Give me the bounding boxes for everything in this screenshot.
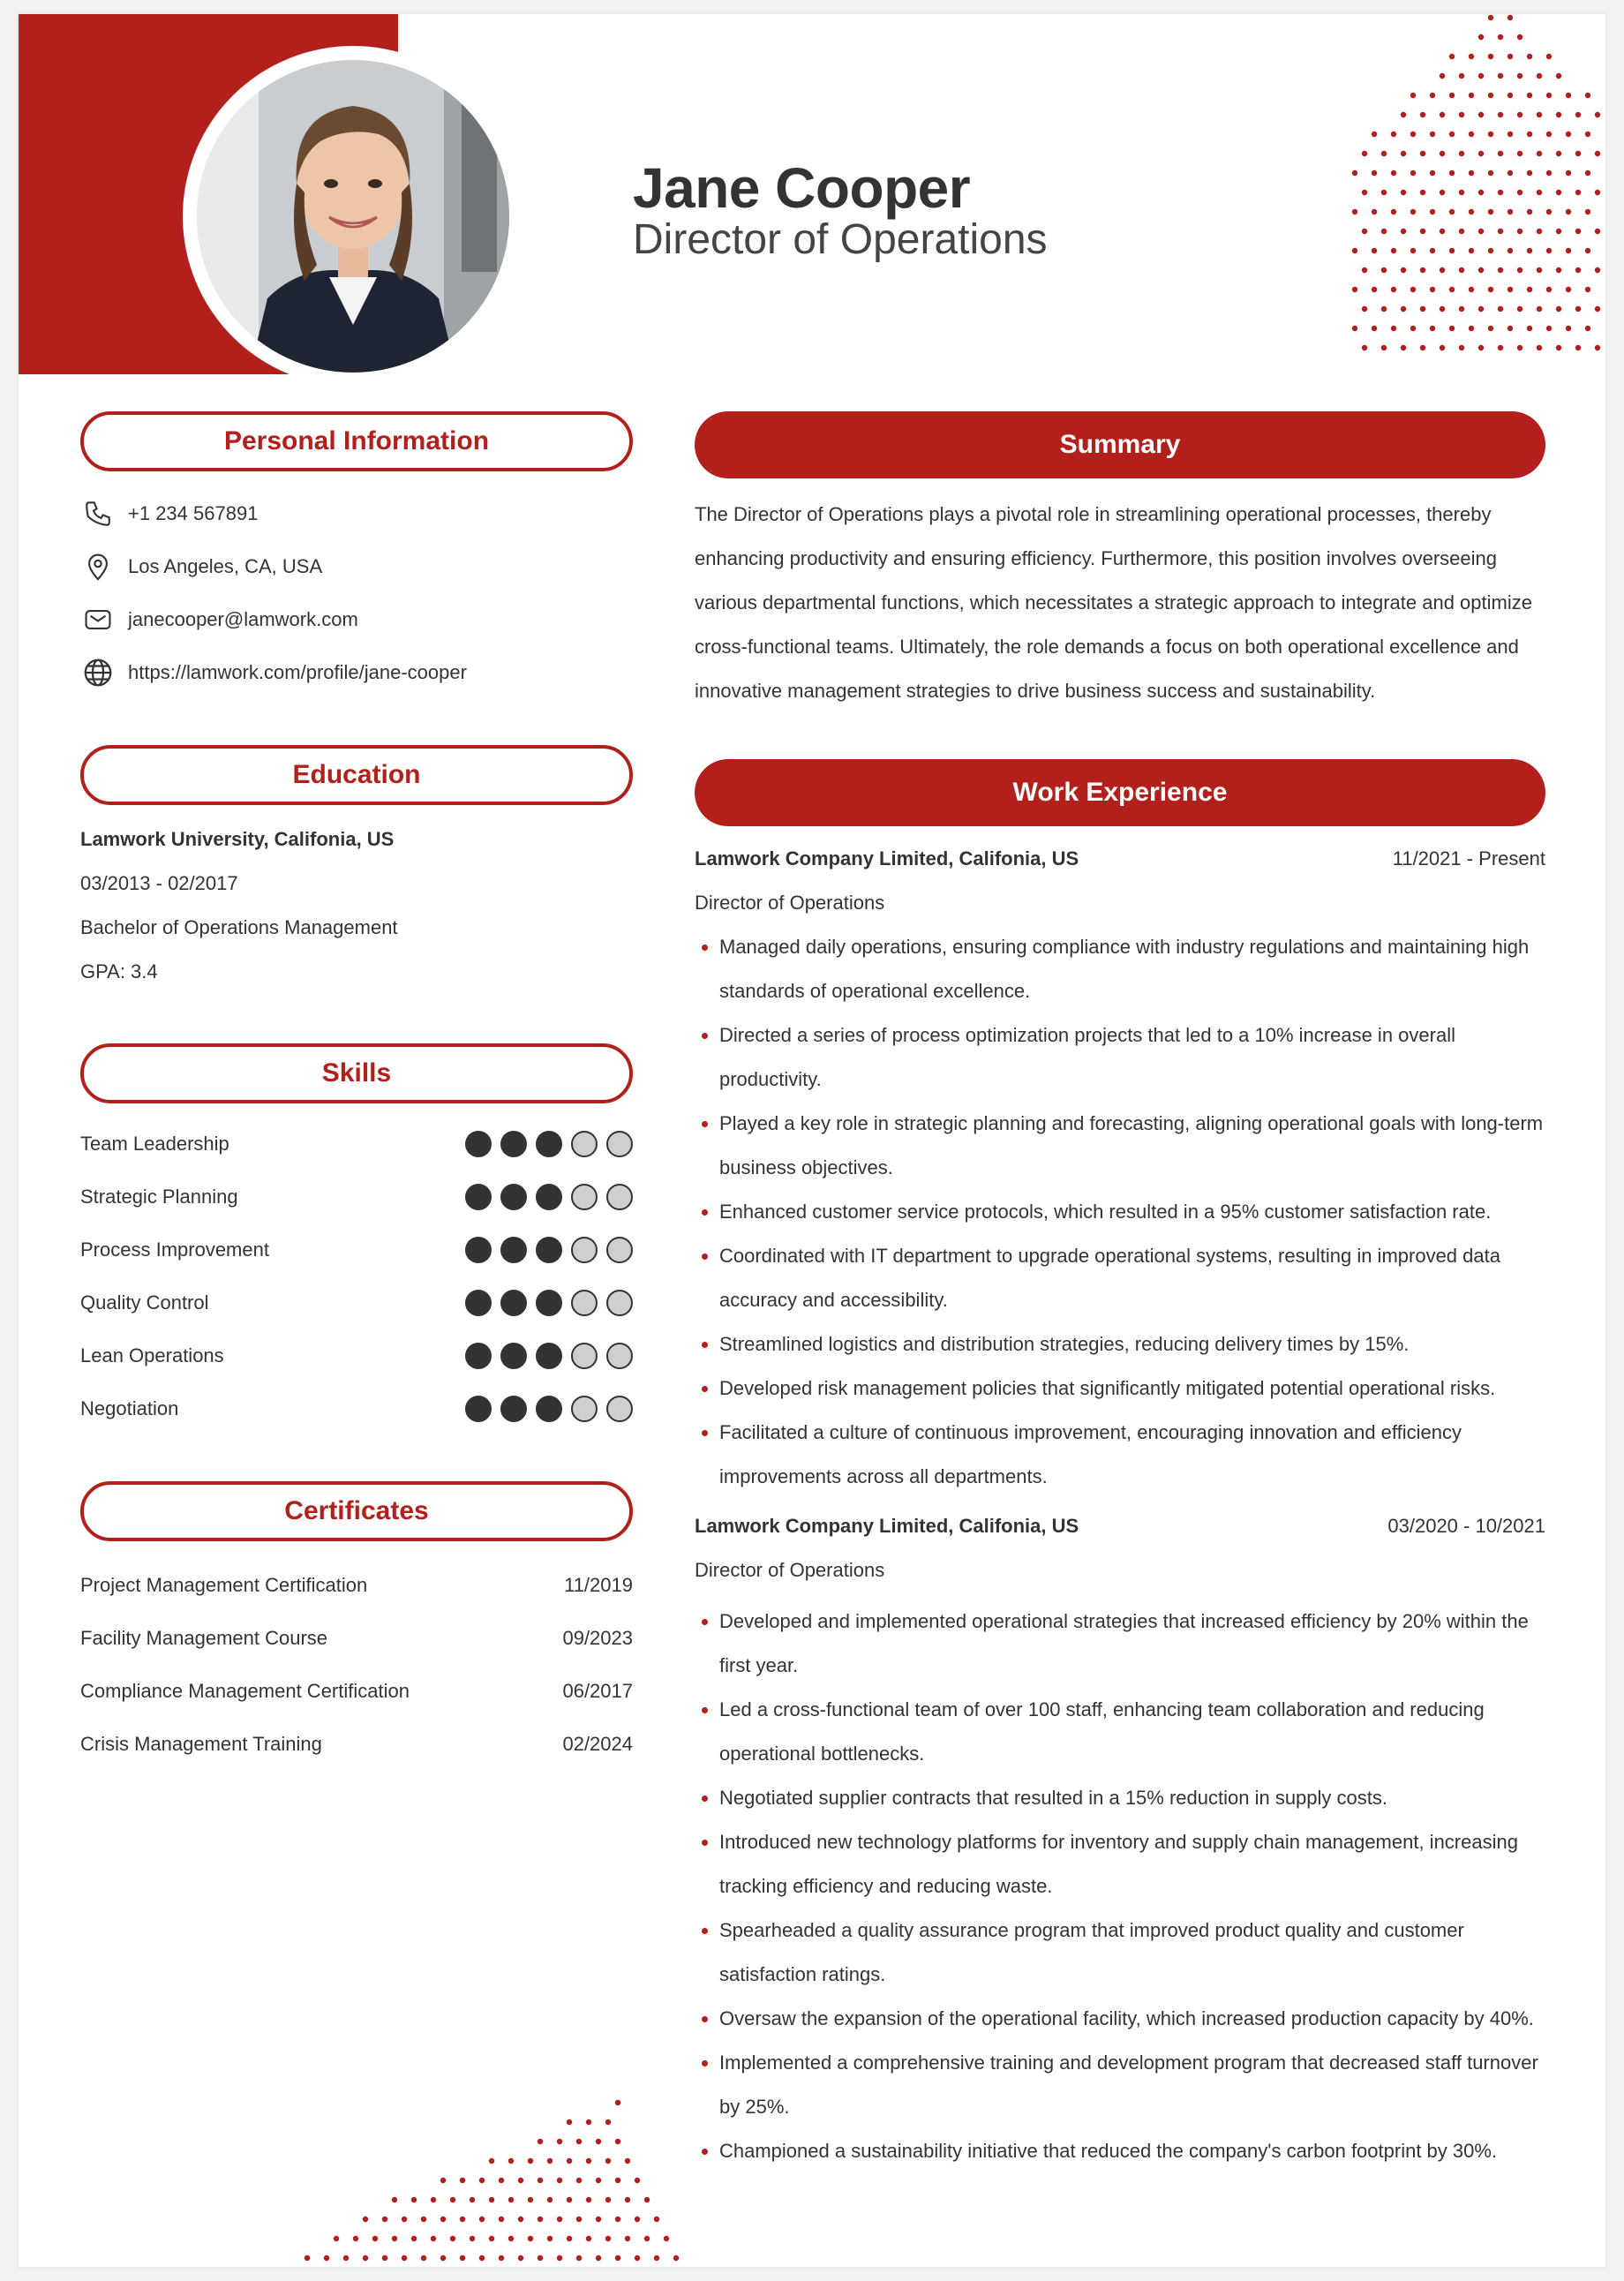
education-entry (80, 817, 633, 994)
certificate-name: Crisis Management Training (80, 1733, 322, 1755)
rating-dot-empty (606, 1343, 633, 1369)
job-bullets (695, 925, 1545, 1499)
location-pin-icon (80, 549, 116, 584)
globe-icon (80, 655, 116, 690)
job-company: Lamwork Company Limited, Califonia, US (695, 847, 1079, 869)
profile-photo (197, 60, 509, 373)
email-icon (80, 602, 116, 637)
education-heading: Education (80, 745, 633, 805)
education-dates: 03/2013 - 02/2017 (80, 872, 238, 894)
rating-dot-empty (571, 1343, 598, 1369)
rating-dot-filled (500, 1131, 527, 1157)
rating-dot-filled (465, 1184, 492, 1210)
rating-dot-empty (571, 1290, 598, 1316)
rating-dot-filled (465, 1343, 492, 1369)
skill-name: Lean Operations (80, 1344, 224, 1366)
rating-dot-filled (536, 1343, 562, 1369)
job-bullet: • Championed a sustainability initiative that reduced the company's carbon footprint by 30%. (719, 2129, 1545, 2173)
phone-icon (80, 496, 116, 531)
left-column (80, 411, 633, 1771)
certificate-name: Project Management Certification (80, 1574, 368, 1596)
job-bullets (695, 1600, 1545, 2173)
job-bullet: • Developed and implemented operational strategies that increased efficiency by 20% within the first year. (719, 1600, 1545, 1688)
rating-dot-filled (536, 1237, 562, 1263)
skill-name: Process Improvement (80, 1238, 269, 1261)
certificate-row (80, 1612, 633, 1665)
resume-page (19, 14, 1605, 2267)
job-entry (695, 1504, 1545, 2173)
job-dates: 03/2020 - 10/2021 (1387, 1515, 1545, 1537)
skill-rating (465, 1131, 633, 1157)
job-bullet: • Directed a series of process optimization projects that led to a 10% increase in overall productivity. (719, 1013, 1545, 1102)
rating-dot-empty (571, 1184, 598, 1210)
rating-dot-empty (606, 1184, 633, 1210)
rating-dot-filled (536, 1290, 562, 1316)
job-bullet: • Managed daily operations, ensuring compliance with industry regulations and maintaining high standards of operational excellence. (719, 925, 1545, 1013)
job-dates: 11/2021 - Present (1392, 847, 1545, 869)
job-role: Director of Operations (695, 892, 885, 914)
phone-text: +1 234 567891 (128, 502, 259, 524)
skill-row (80, 1118, 633, 1171)
rating-dot-filled (536, 1131, 562, 1157)
skill-row (80, 1329, 633, 1382)
certificates-heading: Certificates (80, 1481, 633, 1541)
job-bullet: • Enhanced customer service protocols, which resulted in a 95% customer satisfaction rate. (719, 1190, 1545, 1234)
decorative-dot-pattern-bottom (274, 2080, 680, 2267)
rating-dot-empty (606, 1290, 633, 1316)
candidate-title: Director of Operations (633, 216, 1048, 263)
rating-dot-filled (536, 1184, 562, 1210)
rating-dot-empty (606, 1131, 633, 1157)
certificate-row (80, 1665, 633, 1718)
job-bullet: • Developed risk management policies that significantly mitigated potential operational risks. (719, 1366, 1545, 1411)
rating-dot-empty (606, 1237, 633, 1263)
job-bullet: • Oversaw the expansion of the operational facility, which increased production capacity by 40%. (719, 1997, 1545, 2041)
skill-row (80, 1171, 633, 1223)
rating-dot-filled (500, 1396, 527, 1422)
work-experience-heading: Work Experience (695, 759, 1545, 826)
job-role: Director of Operations (695, 1559, 885, 1581)
contact-website (80, 646, 633, 699)
job-entry (695, 837, 1545, 1499)
skill-name: Strategic Planning (80, 1186, 238, 1208)
certificate-date: 11/2019 (564, 1574, 633, 1596)
rating-dot-filled (465, 1131, 492, 1157)
certificates-list (80, 1559, 633, 1771)
skill-name: Quality Control (80, 1291, 209, 1314)
education-gpa: GPA: 3.4 (80, 960, 158, 982)
job-bullet: • Played a key role in strategic planning and forecasting, aligning operational goals with long-term business objectives. (719, 1102, 1545, 1190)
skill-rating (465, 1396, 633, 1422)
certificate-name: Facility Management Course (80, 1627, 328, 1649)
rating-dot-filled (465, 1396, 492, 1422)
job-bullet: • Coordinated with IT department to upgrade operational systems, resulting in improved data accuracy and accessibility. (719, 1234, 1545, 1322)
rating-dot-filled (500, 1184, 527, 1210)
summary-text: The Director of Operations plays a pivotal role in streamlining operational processes, thereby enhancing productivity and ensuring efficiency. Furthermore, this position involves overseeing various departmental functions, which necessitates a strategic approach to integrate and optimize cross-functional teams. Ultimately, the role demands a focus on both operational excellence and innovative management strategies to drive business success and sustainability. (695, 503, 1532, 702)
job-bullet: • Spearheaded a quality assurance program that improved product quality and customer satisfaction ratings. (719, 1908, 1545, 1997)
skill-row (80, 1276, 633, 1329)
avatar (197, 60, 509, 373)
rating-dot-filled (500, 1237, 527, 1263)
decorative-dot-pattern-top (1351, 14, 1605, 367)
rating-dot-filled (465, 1237, 492, 1263)
job-bullet: • Introduced new technology platforms for inventory and supply chain management, increasing tracking efficiency and reducing waste. (719, 1820, 1545, 1908)
location-text: Los Angeles, CA, USA (128, 555, 323, 577)
skill-rating (465, 1290, 633, 1316)
skill-row (80, 1382, 633, 1435)
certificate-row (80, 1718, 633, 1771)
skill-rating (465, 1184, 633, 1210)
summary-heading: Summary (695, 411, 1545, 478)
education-degree: Bachelor of Operations Management (80, 916, 398, 938)
job-header (695, 837, 1545, 881)
contact-email (80, 593, 633, 646)
website-link[interactable]: https://lamwork.com/profile/jane-cooper (128, 661, 467, 683)
skill-name: Negotiation (80, 1397, 179, 1419)
certificate-date: 09/2023 (562, 1627, 633, 1649)
education-school: Lamwork University, Califonia, US (80, 828, 395, 850)
contact-location (80, 540, 633, 593)
job-company: Lamwork Company Limited, Califonia, US (695, 1515, 1079, 1537)
rating-dot-empty (571, 1396, 598, 1422)
contact-phone (80, 487, 633, 540)
skills-heading: Skills (80, 1043, 633, 1103)
certificate-name: Compliance Management Certification (80, 1680, 410, 1702)
rating-dot-filled (500, 1290, 527, 1316)
skill-rating (465, 1343, 633, 1369)
certificate-date: 06/2017 (562, 1680, 633, 1702)
candidate-name: Jane Cooper (633, 156, 971, 220)
job-bullet: • Streamlined logistics and distribution strategies, reducing delivery times by 15%. (719, 1322, 1545, 1366)
work-experience-list (695, 837, 1545, 2173)
skill-row (80, 1223, 633, 1276)
skills-list (80, 1118, 633, 1435)
rating-dot-filled (465, 1290, 492, 1316)
right-column (695, 411, 1545, 2173)
certificate-date: 02/2024 (562, 1733, 633, 1755)
job-bullet: • Negotiated supplier contracts that resulted in a 15% reduction in supply costs. (719, 1776, 1545, 1820)
personal-info-heading: Personal Information (80, 411, 633, 471)
skill-name: Team Leadership (80, 1133, 229, 1155)
rating-dot-empty (571, 1131, 598, 1157)
job-bullet: • Led a cross-functional team of over 100 staff, enhancing team collaboration and reducing operational bottlenecks. (719, 1688, 1545, 1776)
contact-list (80, 487, 633, 699)
job-bullet: • Implemented a comprehensive training and development program that decreased staff turnover by 25%. (719, 2041, 1545, 2129)
rating-dot-filled (536, 1396, 562, 1422)
job-bullet: • Facilitated a culture of continuous improvement, encouraging innovation and efficiency improvements across all departments. (719, 1411, 1545, 1499)
rating-dot-empty (606, 1396, 633, 1422)
email-text[interactable]: janecooper@lamwork.com (128, 608, 358, 630)
certificate-row (80, 1559, 633, 1612)
rating-dot-empty (571, 1237, 598, 1263)
job-header (695, 1504, 1545, 1548)
skill-rating (465, 1237, 633, 1263)
rating-dot-filled (500, 1343, 527, 1369)
